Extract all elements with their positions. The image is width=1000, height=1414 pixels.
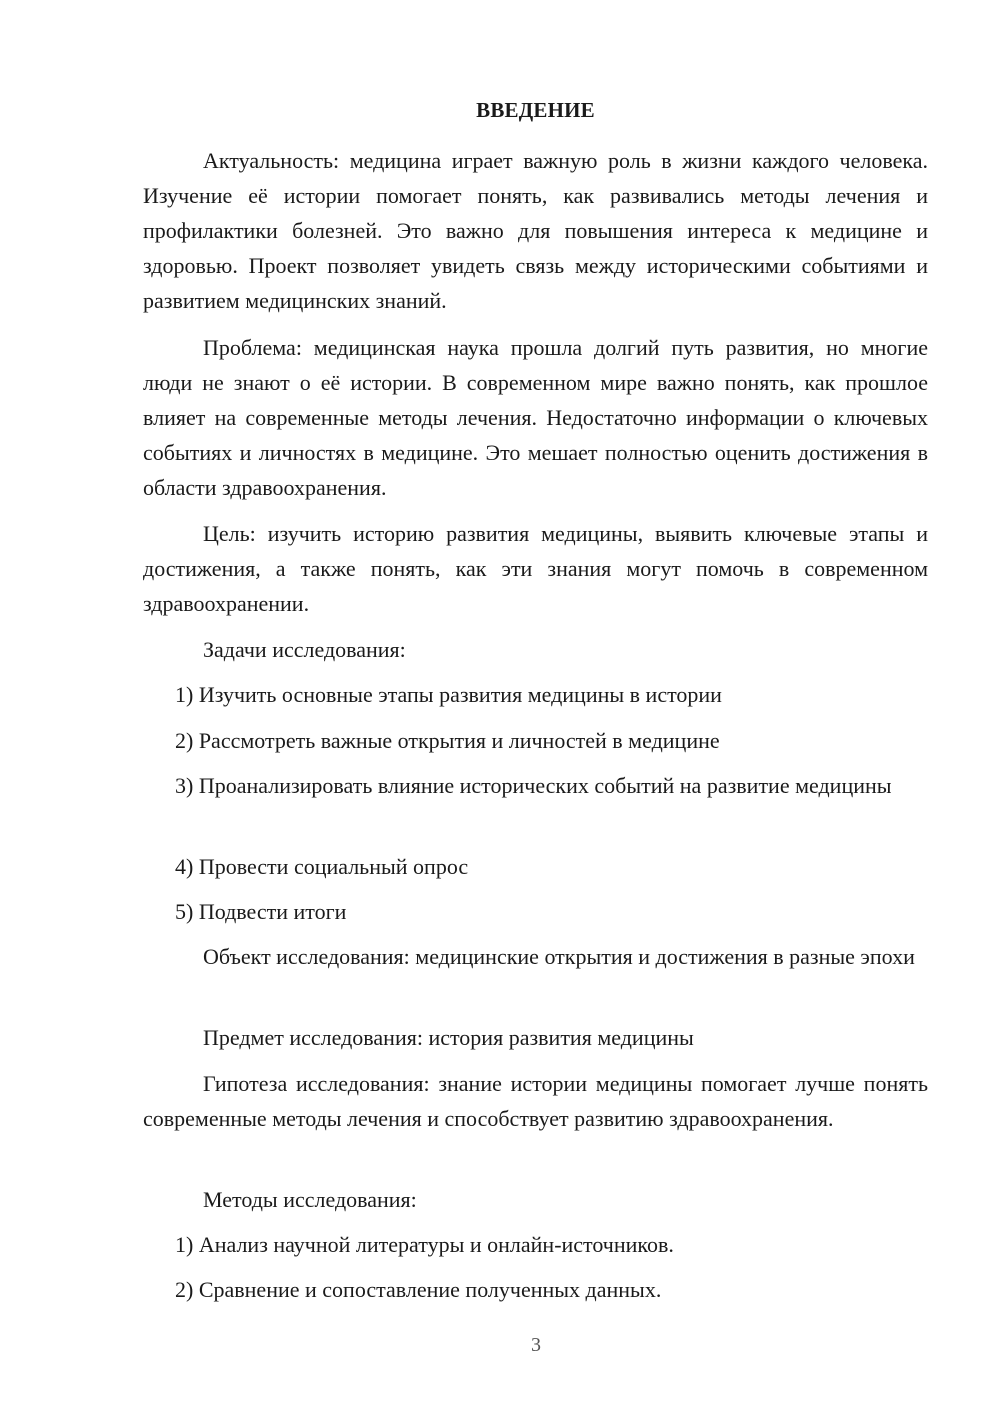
task-item-3: 3) Проанализировать влияние исторических событий на развитие медицины — [175, 773, 892, 798]
paragraph-object: Объект исследования: медицинские открытия и достижения в разные эпохи — [203, 944, 915, 969]
task-item-2: 2) Рассмотреть важные открытия и личностей в медицине — [175, 728, 720, 753]
page-title: ВВЕДЕНИЕ — [476, 98, 595, 122]
task-item-1: 1) Изучить основные этапы развития медицины в истории — [175, 682, 722, 707]
paragraph-problem: Проблема: медицинская наука прошла долгий путь развития, но многие люди не знают о её истории. В современном мире важно понять, как прошлое влияет на современные методы лечения. Недостаточно информации о ключевых событиях и личностях в медицине. Это мешает полностью оценить достижения в области здравоохранения. — [143, 335, 928, 500]
method-item-1: 1) Анализ научной литературы и онлайн-источников. — [175, 1232, 674, 1257]
task-item-5: 5) Подвести итоги — [175, 899, 347, 924]
paragraph-goal: Цель: изучить историю развития медицины, выявить ключевые этапы и достижения, а также понять, как эти знания могут помочь в современном здравоохранении. — [143, 521, 928, 616]
paragraph-subject: Предмет исследования: история развития медицины — [203, 1025, 694, 1050]
paragraph-relevance: Актуальность: медицина играет важную роль в жизни каждого человека. Изучение её истории помогает понять, как развивались методы лечения и профилактики болезней. Это важно для повышения интереса к медицине и здоровью. Проект позволяет увидеть связь между историческими событиями и развитием медицинских знаний. — [143, 148, 928, 313]
tasks-heading: Задачи исследования: — [203, 637, 406, 662]
task-item-4: 4) Провести социальный опрос — [175, 854, 469, 879]
page-number: 3 — [531, 1334, 541, 1356]
paragraph-hypothesis: Гипотеза исследования: знание истории медицины помогает лучше понять современные методы лечения и способствует развитию здравоохранения. — [143, 1071, 928, 1131]
methods-heading: Методы исследования: — [203, 1187, 417, 1212]
method-item-2: 2) Сравнение и сопоставление полученных данных. — [175, 1277, 662, 1302]
